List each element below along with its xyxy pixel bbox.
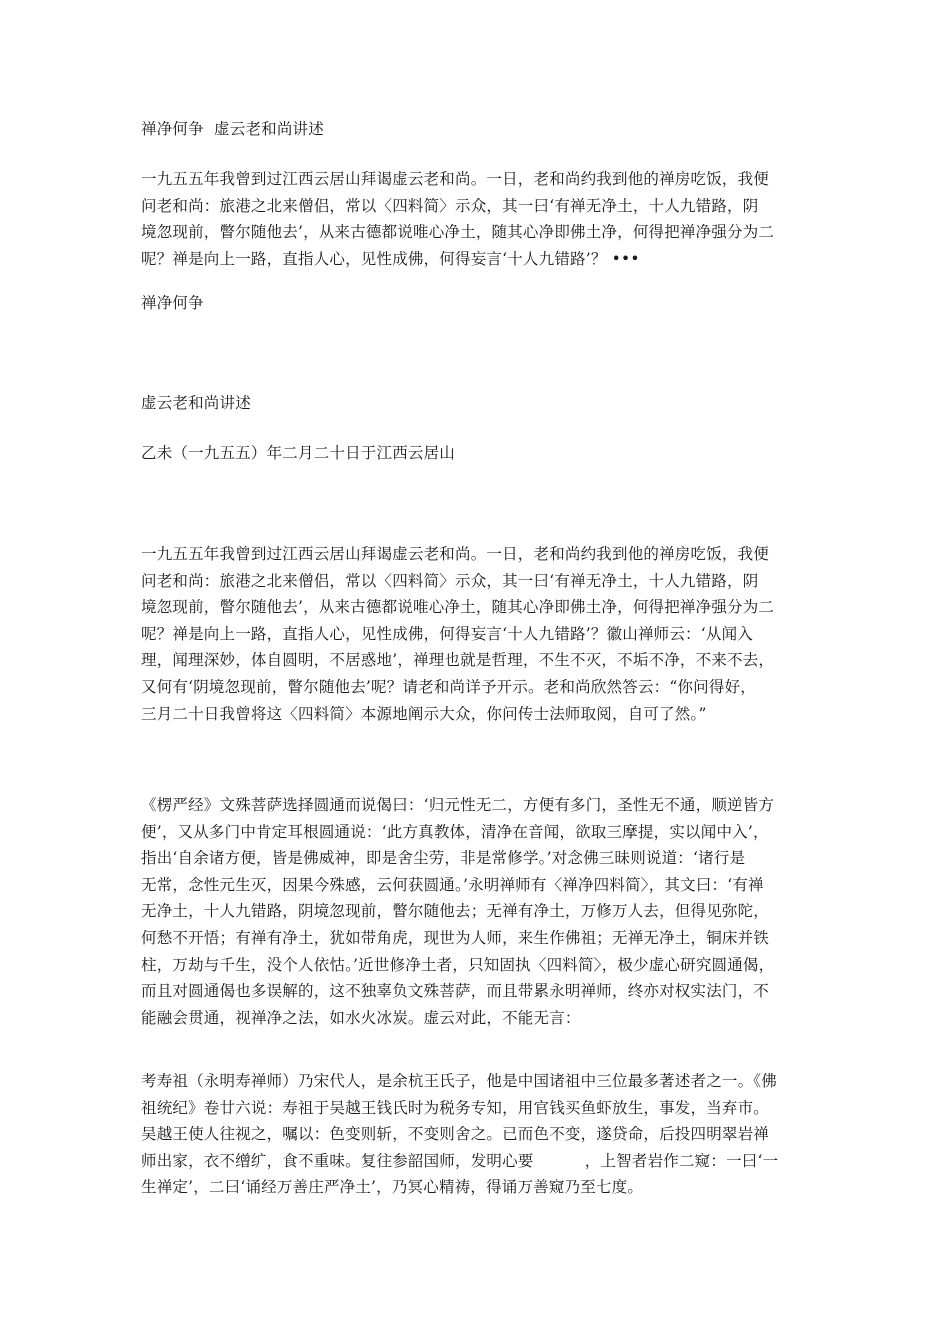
intro-line: 问老和尚：旅港之北来僧侣，常以〈四料简〉示众，其一曰‘有禅无净土，十人九错路，阴 xyxy=(141,196,759,215)
date-line: 乙未（一九五五）年二月二十日于江西云居山 xyxy=(141,444,456,462)
title-line: 禅净何争 虚云老和尚讲述 xyxy=(141,120,324,138)
heading: 禅净何争 xyxy=(141,294,204,312)
intro-paragraph xyxy=(141,166,813,272)
paragraph-line: 吴越王使人往视之，嘱以：色变则斩，不变则舍之。已而色不变，遂贷命，后投四明翠岩禅 xyxy=(141,1125,770,1144)
paragraph-line: 三月二十日我曾将这〈四料简〉本源地阐示大众，你问传士法师取阅，自可了然。” xyxy=(141,704,707,723)
paragraph-line: 能融会贯通，视禅净之法，如水火冰炭。虚云对此，不能无言： xyxy=(141,1008,581,1027)
author-line: 虚云老和尚讲述 xyxy=(141,394,251,412)
paragraph-2 xyxy=(141,792,813,1031)
paragraph-line: 《楞严经》文殊菩萨选择圆通而说偈曰：‘归元性无二，方便有多门，圣性无不通，顺逆皆方 xyxy=(141,796,775,814)
intro-line: 呢？禅是向上一路，直指人心，见性成佛，何得妄言‘十人九错路’？ ••• xyxy=(141,249,640,268)
paragraph-1 xyxy=(141,541,813,727)
paragraph-line: 何愁不开悟；有禅有净土，犹如带角虎，现世为人师，来生作佛祖；无禅无净土，铜床并铁 xyxy=(141,928,770,947)
paragraph-line: 而且对圆通偈也多误解的，这不独辜负文殊菩萨，而且带累永明禅师，终亦对权实法门，不 xyxy=(141,982,770,1001)
paragraph-line: 无净土，十人九错路，阴境忽现前，瞥尔随他去；无禅有净土，万修万人去，但得见弥陀， xyxy=(141,902,770,921)
paragraph-line: 理，闻理深妙，体自圆明，不居惑地’，禅理也就是哲理，不生不灭，不垢不净，不来不去， xyxy=(141,651,775,670)
paragraph-line: 师出家，衣不缯纩，食不重味。复往参韶国师，发明心要 ，上智者岩作二窥：一曰‘一 xyxy=(141,1151,779,1170)
paragraph-line: 又何有‘阴境忽现前，瞥尔随他去’呢？请老和尚详予开示。老和尚欣然答云：“你问得好， xyxy=(141,677,756,696)
paragraph-line: 指出‘自余诸方便，皆是佛威神，即是舍尘劳，非是常修学。’对念佛三昧则说道：‘诸行是 xyxy=(141,849,746,868)
paragraph-line: 便’，又从多门中肯定耳根圆通说：‘此方真教体，清净在音闻，欲取三摩提，实以闻中入’， xyxy=(141,822,769,841)
paragraph-line: 无常，念性元生灭，因果今殊感，云何获圆通。’永明禅师有〈禅净四料简〉，其文曰：‘有禅 xyxy=(141,875,764,894)
paragraph-line: 考寿祖（永明寿禅师）乃宋代人，是余杭王氏子，他是中国诸祖中三位最多著述者之一。《佛 xyxy=(141,1072,777,1090)
intro-line: 境忽现前，瞥尔随他去’，从来古德都说唯心净土，随其心净即佛土净，何得把禅净强分为二 xyxy=(141,223,775,242)
paragraph-line: 一九五五年我曾到过江西云居山拜谒虚云老和尚。一日，老和尚约我到他的禅房吃饭，我便 xyxy=(141,545,770,563)
paragraph-line: 柱，万劫与千生，没个人依怙。’近世修净土者，只知固执〈四料简〉，极少虚心研究圆通偈， xyxy=(141,955,775,974)
paragraph-line: 境忽现前，瞥尔随他去’，从来古德都说唯心净土，随其心净即佛土净，何得把禅净强分为二 xyxy=(141,598,775,617)
paragraph-line: 生禅定’，二曰‘诵经万善庄严净土’，乃冥心精祷，得诵万善窥乃至七度。 xyxy=(141,1178,644,1197)
paragraph-line: 呢？禅是向上一路，直指人心，见性成佛，何得妄言‘十人九错路’？徽山禅师云：‘从闻入 xyxy=(141,624,753,643)
paragraph-line: 问老和尚：旅港之北来僧侣，常以〈四料简〉示众，其一曰‘有禅无净土，十人九错路，阴 xyxy=(141,571,759,590)
intro-line: 一九五五年我曾到过江西云居山拜谒虚云老和尚。一日，老和尚约我到他的禅房吃饭，我便 xyxy=(141,170,770,188)
paragraph-line: 祖统纪》卷廿六说：寿祖于吴越王钱氏时为税务专知，用官钱买鱼虾放生，事发，当弃市。 xyxy=(141,1098,770,1117)
paragraph-3 xyxy=(141,1068,813,1201)
